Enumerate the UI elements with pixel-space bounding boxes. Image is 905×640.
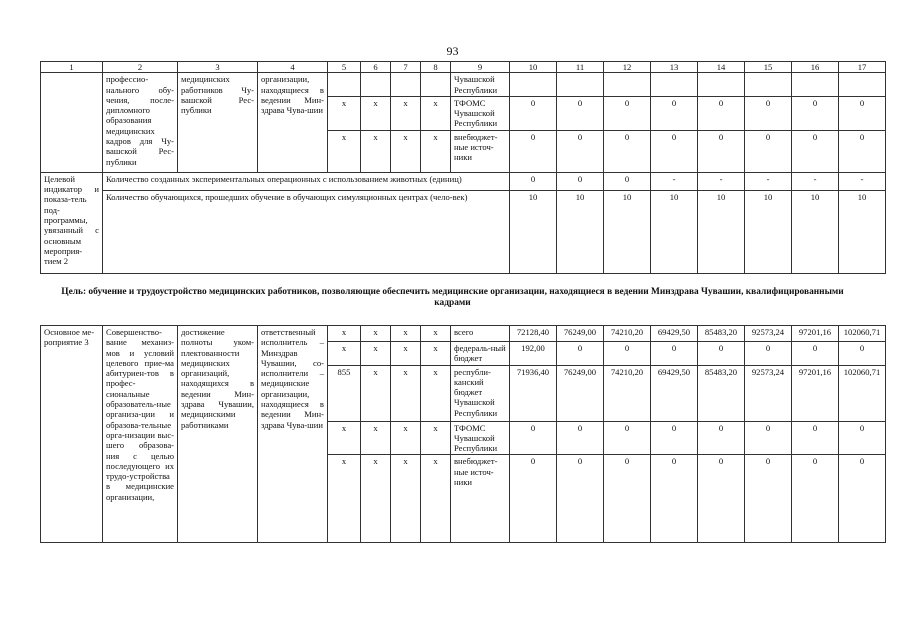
value-cell bbox=[745, 73, 792, 97]
value-cell: - bbox=[839, 172, 886, 190]
source-cell: ТФОМС Чувашской Республики bbox=[451, 421, 510, 455]
value-cell: 0 bbox=[651, 130, 698, 172]
value-cell: 10 bbox=[698, 190, 745, 273]
indicator-row bbox=[41, 172, 886, 190]
column-number: 5 bbox=[328, 62, 361, 73]
value-cell: 74210,20 bbox=[604, 326, 651, 342]
value-cell: 0 bbox=[651, 455, 698, 543]
code-cell bbox=[421, 73, 451, 97]
column-number: 13 bbox=[651, 62, 698, 73]
executor-cell: организации, находящиеся в ведении Мин-здрава Чува-шии bbox=[258, 73, 328, 172]
table-top bbox=[40, 61, 886, 274]
value-cell: 85483,20 bbox=[698, 326, 745, 342]
column-number: 16 bbox=[792, 62, 839, 73]
value-cell: 0 bbox=[604, 421, 651, 455]
value-cell: 0 bbox=[510, 455, 557, 543]
executor-cell: ответственный исполнитель – Минздрав Чувашии, со-исполнители – медицинские организации, находящиеся в ведении Мин-здрава Чува-шии bbox=[258, 326, 328, 543]
value-cell: 85483,20 bbox=[698, 365, 745, 421]
value-cell: 0 bbox=[839, 455, 886, 543]
code-cell: x bbox=[361, 130, 391, 172]
value-cell: 192,00 bbox=[510, 342, 557, 366]
column-number: 14 bbox=[698, 62, 745, 73]
code-cell: x bbox=[391, 455, 421, 543]
value-cell: 0 bbox=[604, 130, 651, 172]
column-number: 2 bbox=[103, 62, 178, 73]
value-cell: 0 bbox=[839, 421, 886, 455]
code-cell: 855 bbox=[328, 365, 361, 421]
value-cell: 0 bbox=[651, 342, 698, 366]
value-cell: 0 bbox=[792, 342, 839, 366]
value-cell: 0 bbox=[557, 96, 604, 130]
indicator-row bbox=[41, 190, 886, 273]
value-cell bbox=[557, 73, 604, 97]
value-cell: 0 bbox=[651, 421, 698, 455]
value-cell: 10 bbox=[839, 190, 886, 273]
column-number-row bbox=[41, 62, 886, 73]
source-cell: республи-канский бюджет Чувашской Республики bbox=[451, 365, 510, 421]
indicator-text: Количество созданных экспериментальных операционных с использованием животных (единиц) bbox=[103, 172, 510, 190]
code-cell: x bbox=[421, 96, 451, 130]
code-cell: x bbox=[421, 130, 451, 172]
code-cell: x bbox=[361, 342, 391, 366]
value-cell: 0 bbox=[745, 455, 792, 543]
value-cell: 0 bbox=[698, 130, 745, 172]
code-cell: x bbox=[421, 326, 451, 342]
page-number: 93 bbox=[446, 44, 459, 58]
column-number: 8 bbox=[421, 62, 451, 73]
code-cell: x bbox=[391, 365, 421, 421]
value-cell: 0 bbox=[745, 342, 792, 366]
code-cell: x bbox=[391, 96, 421, 130]
code-cell: x bbox=[421, 342, 451, 366]
value-cell: 0 bbox=[557, 342, 604, 366]
activity-label: Основное ме-роприятие 3 bbox=[41, 326, 103, 543]
value-cell: 0 bbox=[839, 96, 886, 130]
value-cell: 10 bbox=[557, 190, 604, 273]
code-cell: x bbox=[328, 96, 361, 130]
value-cell: 0 bbox=[604, 172, 651, 190]
value-cell: 0 bbox=[557, 130, 604, 172]
value-cell: 0 bbox=[604, 96, 651, 130]
code-cell: x bbox=[391, 130, 421, 172]
value-cell bbox=[604, 73, 651, 97]
column-number: 9 bbox=[451, 62, 510, 73]
value-cell: 92573,24 bbox=[745, 365, 792, 421]
column-number: 4 bbox=[258, 62, 328, 73]
indicator-label: Целевой индикатор и показа-тель под-программы, увязанный с основным мероприя-тием 2 bbox=[41, 172, 103, 273]
code-cell: x bbox=[328, 326, 361, 342]
value-cell: 97201,16 bbox=[792, 326, 839, 342]
value-cell: 0 bbox=[510, 172, 557, 190]
value-cell bbox=[839, 73, 886, 97]
value-cell: 0 bbox=[745, 421, 792, 455]
value-cell: 102060,71 bbox=[839, 326, 886, 342]
value-cell: 10 bbox=[792, 190, 839, 273]
source-cell: федераль-ный бюджет bbox=[451, 342, 510, 366]
value-cell: 69429,50 bbox=[651, 326, 698, 342]
value-cell: 0 bbox=[557, 172, 604, 190]
value-cell: 0 bbox=[792, 130, 839, 172]
value-cell: 0 bbox=[604, 342, 651, 366]
value-cell: 0 bbox=[557, 455, 604, 543]
value-cell: - bbox=[698, 172, 745, 190]
indicator-text: Количество обучающихся, прошедших обучение в обучающих симуляционных центрах (чело-век) bbox=[103, 190, 510, 273]
table-row bbox=[41, 326, 886, 342]
value-cell: 69429,50 bbox=[651, 365, 698, 421]
column-number: 17 bbox=[839, 62, 886, 73]
table-bottom bbox=[40, 325, 886, 543]
column-number: 12 bbox=[604, 62, 651, 73]
value-cell: 0 bbox=[839, 130, 886, 172]
source-cell: внебюджет-ные источ-ники bbox=[451, 130, 510, 172]
value-cell bbox=[651, 73, 698, 97]
value-cell: - bbox=[651, 172, 698, 190]
code-cell: x bbox=[361, 455, 391, 543]
value-cell: 0 bbox=[792, 455, 839, 543]
code-cell: x bbox=[328, 342, 361, 366]
value-cell: 10 bbox=[604, 190, 651, 273]
value-cell: 0 bbox=[698, 421, 745, 455]
value-cell: 0 bbox=[698, 96, 745, 130]
source-cell: Чувашской Республики bbox=[451, 73, 510, 97]
code-cell bbox=[328, 73, 361, 97]
value-cell: 0 bbox=[698, 342, 745, 366]
code-cell: x bbox=[328, 130, 361, 172]
code-cell bbox=[391, 73, 421, 97]
code-cell: x bbox=[361, 421, 391, 455]
measure-name-cell: Совершенство-вание механиз-мов и условий целевого прие-ма абитуриен-тов в профес-сиональные образователь-ные организа-ции и образова-тельные орга-низации выс-шего образова-ния с целью последующего их трудо-устройства в медицинские организации, bbox=[103, 326, 178, 543]
value-cell: 0 bbox=[557, 421, 604, 455]
goal-cell: достижение полноты уком-плектованности медицинских организаций, находящихся в ведении Мин-здрава Чувашии, медицинскими работниками bbox=[178, 326, 258, 543]
column-number: 1 bbox=[41, 62, 103, 73]
value-cell: 0 bbox=[604, 455, 651, 543]
value-cell: 0 bbox=[839, 342, 886, 366]
value-cell bbox=[510, 73, 557, 97]
value-cell: 0 bbox=[510, 421, 557, 455]
code-cell: x bbox=[361, 326, 391, 342]
value-cell: 0 bbox=[745, 130, 792, 172]
code-cell: x bbox=[421, 421, 451, 455]
column-number: 11 bbox=[557, 62, 604, 73]
code-cell: x bbox=[328, 421, 361, 455]
source-cell: всего bbox=[451, 326, 510, 342]
value-cell: - bbox=[745, 172, 792, 190]
source-cell: ТФОМС Чувашской Республики bbox=[451, 96, 510, 130]
value-cell: 72128,40 bbox=[510, 326, 557, 342]
value-cell: - bbox=[792, 172, 839, 190]
column-number: 10 bbox=[510, 62, 557, 73]
value-cell: 10 bbox=[651, 190, 698, 273]
code-cell: x bbox=[328, 455, 361, 543]
code-cell: x bbox=[421, 365, 451, 421]
value-cell: 92573,24 bbox=[745, 326, 792, 342]
column-number: 6 bbox=[361, 62, 391, 73]
source-cell: внебюджет-ные источ-ники bbox=[451, 455, 510, 543]
code-cell: x bbox=[391, 326, 421, 342]
value-cell: 0 bbox=[510, 130, 557, 172]
measure-name-cell: профессио-нального обу-чения, после-дипломного образования медицинских кадров для Чу-вашской Рес-публики bbox=[103, 73, 178, 172]
table-row bbox=[41, 73, 886, 97]
column-number: 15 bbox=[745, 62, 792, 73]
value-cell: 97201,16 bbox=[792, 365, 839, 421]
value-cell: 0 bbox=[745, 96, 792, 130]
code-cell: x bbox=[391, 421, 421, 455]
value-cell: 76249,00 bbox=[557, 326, 604, 342]
value-cell: 102060,71 bbox=[839, 365, 886, 421]
value-cell: 0 bbox=[792, 421, 839, 455]
value-cell: 0 bbox=[792, 96, 839, 130]
section-heading: Цель: обучение и трудоустройство медицинских работников, позволяющие обеспечить медицинские организации, находящиеся в ведении Минздрава Чувашии, квалифицированными кадрами bbox=[61, 287, 844, 308]
code-cell: x bbox=[421, 455, 451, 543]
value-cell bbox=[792, 73, 839, 97]
code-cell: x bbox=[391, 342, 421, 366]
code-cell bbox=[361, 73, 391, 97]
value-cell: 10 bbox=[510, 190, 557, 273]
value-cell: 74210,20 bbox=[604, 365, 651, 421]
value-cell: 76249,00 bbox=[557, 365, 604, 421]
value-cell: 0 bbox=[510, 96, 557, 130]
value-cell bbox=[698, 73, 745, 97]
goal-cell: медицинских работников Чу-вашской Рес-публики bbox=[178, 73, 258, 172]
code-cell: x bbox=[361, 96, 391, 130]
column-number: 3 bbox=[178, 62, 258, 73]
value-cell: 0 bbox=[651, 96, 698, 130]
value-cell: 71936,40 bbox=[510, 365, 557, 421]
value-cell: 10 bbox=[745, 190, 792, 273]
value-cell: 0 bbox=[698, 455, 745, 543]
column-number: 7 bbox=[391, 62, 421, 73]
code-cell: x bbox=[361, 365, 391, 421]
